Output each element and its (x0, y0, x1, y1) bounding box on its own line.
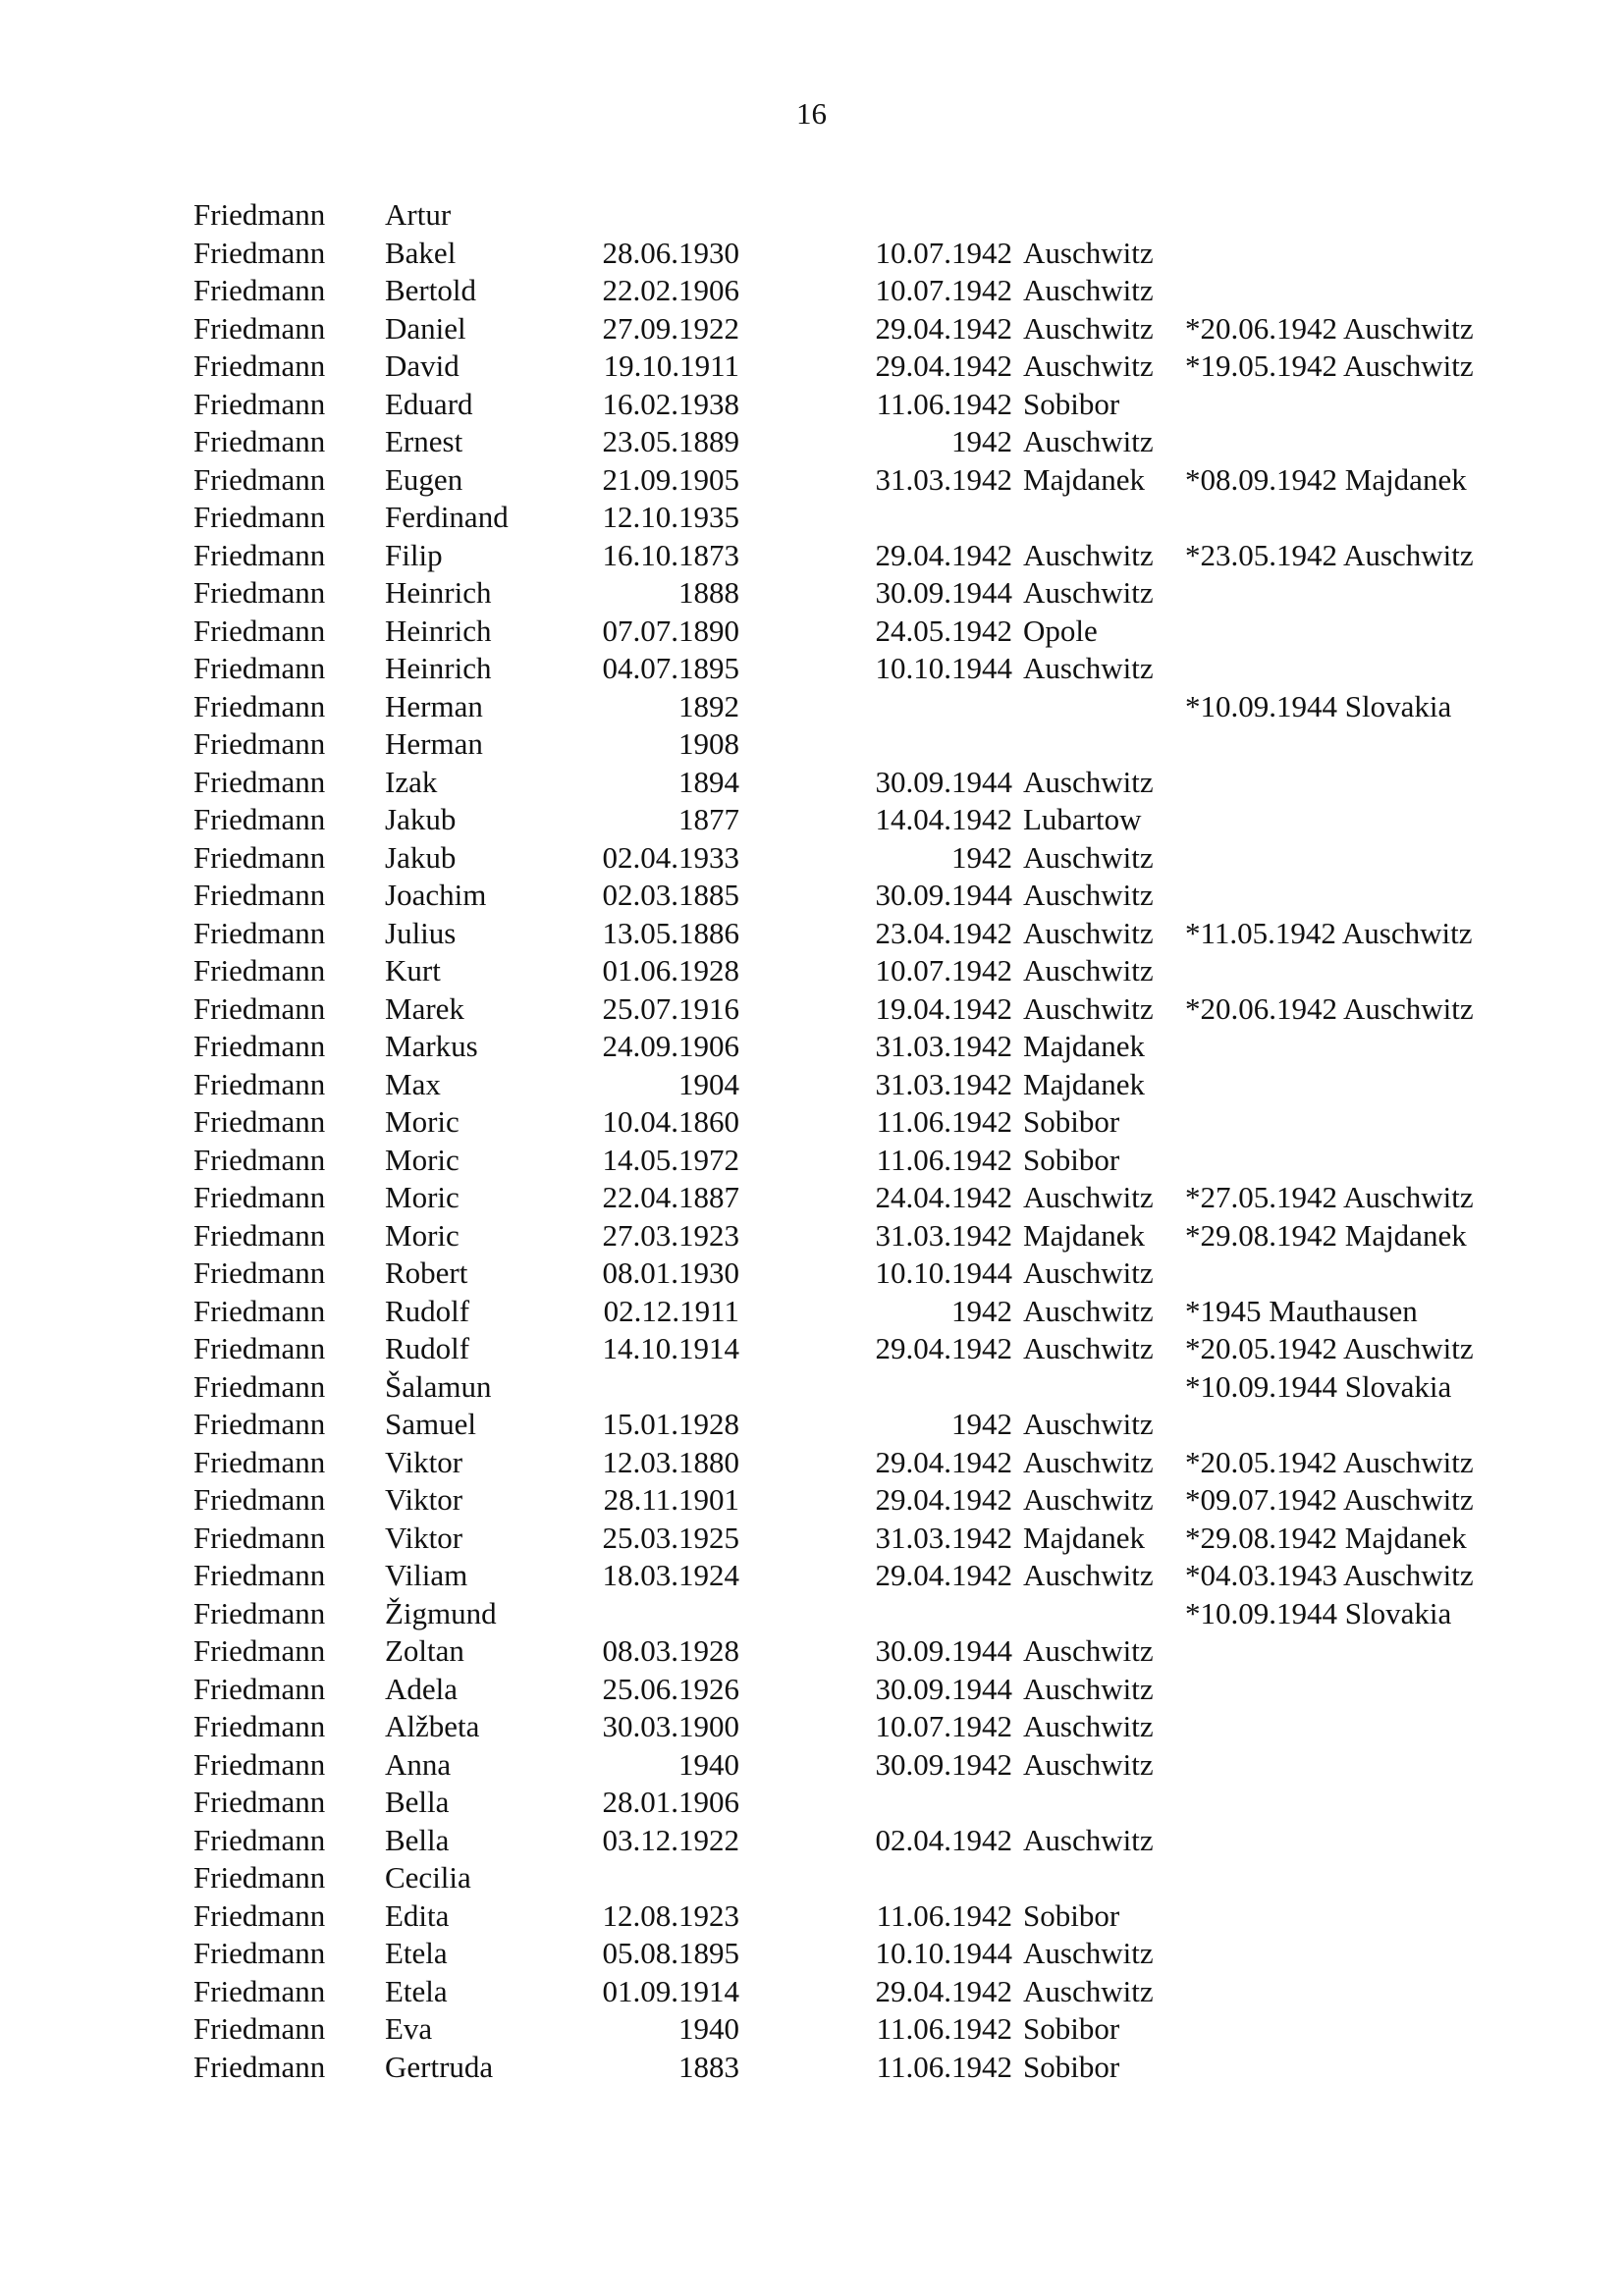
deportation-place: Auschwitz (1023, 878, 1154, 912)
deportation-place: Auschwitz (1023, 1180, 1154, 1214)
surname: Friedmann (193, 688, 326, 723)
record-row (0, 386, 1623, 424)
birth-date: 27.03.1923 (602, 1217, 739, 1253)
surname: Friedmann (193, 1746, 326, 1782)
record-row (0, 1746, 1623, 1785)
birth-date: 28.11.1901 (603, 1482, 739, 1517)
given-name: Max (385, 1066, 441, 1101)
record-row (0, 1255, 1623, 1293)
given-name: Eva (385, 2011, 433, 2046)
given-name: Herman (385, 688, 483, 723)
death-note: *08.09.1942 Majdanek (1185, 461, 1467, 497)
deportation-place: Auschwitz (1023, 310, 1154, 346)
record-row (0, 725, 1623, 764)
deportation-place: Auschwitz (1023, 1444, 1154, 1479)
surname: Friedmann (193, 310, 326, 346)
deportation-date: 11.06.1942 (876, 1142, 1012, 1177)
record-row (0, 235, 1623, 273)
deportation-date: 31.03.1942 (875, 1029, 1012, 1063)
given-name: Eduard (385, 386, 473, 421)
record-row (0, 423, 1623, 461)
given-name: Etela (385, 1936, 448, 1970)
deportation-place: Auschwitz (1023, 1255, 1154, 1290)
surname: Friedmann (193, 1520, 326, 1555)
surname: Friedmann (193, 1407, 326, 1441)
deportation-date: 29.04.1942 (875, 537, 1012, 572)
birth-date: 18.03.1924 (602, 1558, 739, 1592)
deportation-place: Majdanek (1023, 1217, 1145, 1253)
death-note: *20.06.1942 Auschwitz (1185, 310, 1474, 346)
deportation-date: 30.09.1944 (875, 1633, 1012, 1668)
record-row (0, 1935, 1623, 1973)
given-name: Viktor (385, 1444, 463, 1479)
deportation-place: Auschwitz (1023, 839, 1154, 875)
deportation-date: 29.04.1942 (875, 1558, 1012, 1592)
given-name: Julius (385, 915, 457, 950)
deportation-date: 10.10.1944 (875, 1255, 1012, 1290)
given-name: Samuel (385, 1407, 476, 1441)
deportation-date: 29.04.1942 (875, 1444, 1012, 1479)
deportation-place: Auschwitz (1023, 990, 1154, 1026)
deportation-place: Auschwitz (1023, 235, 1154, 270)
record-row (0, 1142, 1623, 1180)
deportation-date: 10.07.1942 (875, 1709, 1012, 1743)
deportation-date: 1942 (951, 1293, 1012, 1328)
deportation-date: 29.04.1942 (875, 1973, 1012, 2008)
record-row (0, 952, 1623, 990)
given-name: Viktor (385, 1520, 463, 1555)
deportation-place: Majdanek (1023, 1066, 1145, 1101)
record-row (0, 1708, 1623, 1746)
given-name: Moric (385, 1142, 460, 1177)
deportation-date: 29.04.1942 (875, 1331, 1012, 1365)
deportation-date: 31.03.1942 (875, 1066, 1012, 1101)
surname: Friedmann (193, 235, 326, 270)
birth-date: 21.09.1905 (602, 461, 739, 497)
birth-date: 01.06.1928 (602, 953, 739, 988)
deportation-date: 30.09.1944 (875, 878, 1012, 912)
surname: Friedmann (193, 651, 326, 685)
given-name: Rudolf (385, 1293, 470, 1328)
death-note: *29.08.1942 Majdanek (1185, 1520, 1467, 1555)
deportation-date: 31.03.1942 (875, 1520, 1012, 1555)
surname: Friedmann (193, 500, 326, 534)
deportation-place: Auschwitz (1023, 1407, 1154, 1441)
given-name: Bakel (385, 235, 457, 270)
deportation-place: Sobibor (1023, 1142, 1120, 1177)
record-row (0, 1973, 1623, 2011)
deportation-date: 11.06.1942 (876, 1897, 1012, 1933)
deportation-date: 10.07.1942 (875, 953, 1012, 988)
deportation-place: Lubartow (1023, 802, 1142, 836)
birth-date: 25.07.1916 (602, 990, 739, 1026)
deportation-place: Majdanek (1023, 1029, 1145, 1063)
record-row (0, 1293, 1623, 1331)
given-name: Bella (385, 1785, 450, 1819)
given-name: Artur (385, 197, 452, 232)
record-row (0, 877, 1623, 915)
records-list (0, 196, 1623, 2086)
surname: Friedmann (193, 839, 326, 875)
record-row (0, 1028, 1623, 1066)
surname: Friedmann (193, 1633, 326, 1668)
birth-date: 12.03.1880 (602, 1444, 739, 1479)
given-name: Heinrich (385, 575, 492, 610)
surname: Friedmann (193, 2011, 326, 2046)
surname: Friedmann (193, 348, 326, 383)
birth-date: 28.01.1906 (602, 1785, 739, 1819)
deportation-date: 11.06.1942 (876, 2011, 1012, 2046)
surname: Friedmann (193, 1897, 326, 1933)
death-note: *1945 Mauthausen (1185, 1293, 1418, 1328)
surname: Friedmann (193, 461, 326, 497)
record-row (0, 1066, 1623, 1104)
given-name: Filip (385, 537, 443, 572)
record-row (0, 990, 1623, 1029)
deportation-place: Auschwitz (1023, 953, 1154, 988)
surname: Friedmann (193, 1822, 326, 1857)
given-name: David (385, 348, 460, 383)
given-name: Marek (385, 990, 464, 1026)
deportation-place: Majdanek (1023, 461, 1145, 497)
deportation-date: 1942 (951, 1407, 1012, 1441)
deportation-place: Auschwitz (1023, 273, 1154, 307)
record-row (0, 1897, 1623, 1936)
deportation-place: Auschwitz (1023, 424, 1154, 458)
death-note: *10.09.1944 Slovakia (1185, 1368, 1452, 1404)
surname: Friedmann (193, 386, 326, 421)
birth-date: 25.06.1926 (602, 1671, 739, 1706)
surname: Friedmann (193, 915, 326, 950)
deportation-date: 24.04.1942 (875, 1180, 1012, 1214)
surname: Friedmann (193, 764, 326, 799)
surname: Friedmann (193, 1558, 326, 1592)
record-row (0, 650, 1623, 688)
given-name: Bertold (385, 273, 476, 307)
deportation-date: 29.04.1942 (875, 310, 1012, 346)
record-row (0, 1179, 1623, 1217)
deportation-date: 10.10.1944 (875, 1936, 1012, 1970)
deportation-place: Sobibor (1023, 1104, 1120, 1139)
record-row (0, 1822, 1623, 1860)
record-row (0, 688, 1623, 726)
given-name: Moric (385, 1104, 460, 1139)
record-row (0, 1595, 1623, 1633)
deportation-date: 1942 (951, 424, 1012, 458)
record-row (0, 310, 1623, 348)
deportation-place: Auschwitz (1023, 348, 1154, 383)
surname: Friedmann (193, 1973, 326, 2008)
birth-date: 1940 (678, 1746, 739, 1782)
given-name: Heinrich (385, 613, 492, 648)
birth-date: 05.08.1895 (602, 1936, 739, 1970)
birth-date: 19.10.1911 (603, 348, 739, 383)
given-name: Šalamun (385, 1368, 492, 1404)
birth-date: 16.10.1873 (602, 537, 739, 572)
deportation-place: Auschwitz (1023, 1746, 1154, 1782)
surname: Friedmann (193, 802, 326, 836)
deportation-place: Auschwitz (1023, 1822, 1154, 1857)
record-row (0, 499, 1623, 537)
given-name: Joachim (385, 878, 487, 912)
given-name: Heinrich (385, 651, 492, 685)
surname: Friedmann (193, 953, 326, 988)
record-row (0, 461, 1623, 500)
surname: Friedmann (193, 197, 326, 232)
given-name: Eugen (385, 461, 463, 497)
surname: Friedmann (193, 1066, 326, 1101)
record-row (0, 2010, 1623, 2049)
record-row (0, 2049, 1623, 2087)
deportation-place: Sobibor (1023, 2011, 1120, 2046)
deportation-date: 24.05.1942 (875, 613, 1012, 648)
death-note: *19.05.1942 Auschwitz (1185, 348, 1474, 383)
surname: Friedmann (193, 1142, 326, 1177)
record-row (0, 1632, 1623, 1671)
page-number: 16 (796, 96, 827, 131)
birth-date: 22.02.1906 (602, 273, 739, 307)
birth-date: 1908 (678, 726, 739, 761)
deportation-place: Majdanek (1023, 1520, 1145, 1555)
record-row (0, 764, 1623, 802)
record-row (0, 1557, 1623, 1595)
given-name: Viliam (385, 1558, 468, 1592)
deportation-place: Opole (1023, 613, 1098, 648)
given-name: Žigmund (385, 1595, 497, 1630)
deportation-place: Auschwitz (1023, 1293, 1154, 1328)
birth-date: 10.04.1860 (602, 1104, 739, 1139)
record-row (0, 272, 1623, 310)
birth-date: 16.02.1938 (602, 386, 739, 421)
death-note: *11.05.1942 Auschwitz (1185, 915, 1473, 950)
deportation-date: 29.04.1942 (875, 348, 1012, 383)
death-note: *27.05.1942 Auschwitz (1185, 1180, 1474, 1214)
death-note: *10.09.1944 Slovakia (1185, 1595, 1452, 1630)
surname: Friedmann (193, 424, 326, 458)
surname: Friedmann (193, 1368, 326, 1404)
surname: Friedmann (193, 1255, 326, 1290)
birth-date: 1892 (678, 688, 739, 723)
deportation-place: Auschwitz (1023, 1671, 1154, 1706)
deportation-place: Auschwitz (1023, 764, 1154, 799)
deportation-date: 11.06.1942 (876, 1104, 1012, 1139)
deportation-date: 10.07.1942 (875, 273, 1012, 307)
deportation-place: Sobibor (1023, 1897, 1120, 1933)
deportation-date: 31.03.1942 (875, 461, 1012, 497)
birth-date: 14.05.1972 (602, 1142, 739, 1177)
surname: Friedmann (193, 1444, 326, 1479)
deportation-date: 02.04.1942 (875, 1822, 1012, 1857)
death-note: *20.05.1942 Auschwitz (1185, 1444, 1474, 1479)
record-row (0, 1671, 1623, 1709)
deportation-date: 30.09.1944 (875, 764, 1012, 799)
record-row (0, 839, 1623, 878)
birth-date: 24.09.1906 (602, 1029, 739, 1063)
given-name: Bella (385, 1822, 450, 1857)
surname: Friedmann (193, 1482, 326, 1517)
birth-date: 02.03.1885 (602, 878, 739, 912)
deportation-place: Auschwitz (1023, 1558, 1154, 1592)
record-row (0, 1368, 1623, 1407)
record-row (0, 1481, 1623, 1520)
given-name: Cecilia (385, 1860, 471, 1895)
given-name: Viktor (385, 1482, 463, 1517)
birth-date: 22.04.1887 (602, 1180, 739, 1214)
deportation-date: 1942 (951, 839, 1012, 875)
deportation-date: 10.07.1942 (875, 235, 1012, 270)
surname: Friedmann (193, 1595, 326, 1630)
given-name: Rudolf (385, 1331, 470, 1365)
death-note: *23.05.1942 Auschwitz (1185, 537, 1474, 572)
deportation-place: Auschwitz (1023, 537, 1154, 572)
given-name: Robert (385, 1255, 468, 1290)
surname: Friedmann (193, 613, 326, 648)
deportation-place: Auschwitz (1023, 651, 1154, 685)
record-row (0, 1444, 1623, 1482)
deportation-place: Sobibor (1023, 386, 1120, 421)
birth-date: 27.09.1922 (602, 310, 739, 346)
birth-date: 02.04.1933 (602, 839, 739, 875)
surname: Friedmann (193, 1860, 326, 1895)
birth-date: 1877 (678, 802, 739, 836)
birth-date: 23.05.1889 (602, 424, 739, 458)
given-name: Edita (385, 1897, 450, 1933)
record-row (0, 1520, 1623, 1558)
given-name: Anna (385, 1746, 452, 1782)
birth-date: 1940 (678, 2011, 739, 2046)
deportation-date: 31.03.1942 (875, 1217, 1012, 1253)
deportation-place: Auschwitz (1023, 1936, 1154, 1970)
surname: Friedmann (193, 2049, 326, 2084)
deportation-place: Auschwitz (1023, 1482, 1154, 1517)
birth-date: 1888 (678, 575, 739, 610)
deportation-date: 11.06.1942 (876, 2049, 1012, 2084)
record-row (0, 915, 1623, 953)
deportation-date: 10.10.1944 (875, 651, 1012, 685)
record-row (0, 196, 1623, 235)
given-name: Markus (385, 1029, 478, 1063)
birth-date: 01.09.1914 (602, 1973, 739, 2008)
surname: Friedmann (193, 990, 326, 1026)
deportation-place: Auschwitz (1023, 575, 1154, 610)
birth-date: 12.10.1935 (602, 500, 739, 534)
given-name: Gertruda (385, 2049, 494, 2084)
deportation-date: 30.09.1944 (875, 1671, 1012, 1706)
surname: Friedmann (193, 878, 326, 912)
given-name: Adela (385, 1671, 459, 1706)
death-note: *20.06.1942 Auschwitz (1185, 990, 1474, 1026)
death-note: *20.05.1942 Auschwitz (1185, 1331, 1474, 1365)
record-row (0, 1217, 1623, 1255)
birth-date: 08.03.1928 (602, 1633, 739, 1668)
birth-date: 07.07.1890 (602, 613, 739, 648)
surname: Friedmann (193, 1936, 326, 1970)
given-name: Etela (385, 1973, 448, 2008)
birth-date: 04.07.1895 (602, 651, 739, 685)
death-note: *09.07.1942 Auschwitz (1185, 1482, 1474, 1517)
record-row (0, 537, 1623, 575)
deportation-date: 14.04.1942 (875, 802, 1012, 836)
surname: Friedmann (193, 1785, 326, 1819)
deportation-place: Auschwitz (1023, 1973, 1154, 2008)
record-row (0, 1330, 1623, 1368)
record-row (0, 613, 1623, 651)
death-note: *10.09.1944 Slovakia (1185, 688, 1452, 723)
record-row (0, 574, 1623, 613)
record-row (0, 347, 1623, 386)
surname: Friedmann (193, 273, 326, 307)
deportation-place: Auschwitz (1023, 1709, 1154, 1743)
given-name: Herman (385, 726, 483, 761)
death-note: *04.03.1943 Auschwitz (1185, 1558, 1474, 1592)
given-name: Daniel (385, 310, 466, 346)
given-name: Zoltan (385, 1633, 464, 1668)
birth-date: 12.08.1923 (602, 1897, 739, 1933)
given-name: Jakub (385, 802, 457, 836)
given-name: Alžbeta (385, 1709, 480, 1743)
surname: Friedmann (193, 1331, 326, 1365)
given-name: Ferdinand (385, 500, 509, 534)
birth-date: 25.03.1925 (602, 1520, 739, 1555)
deportation-date: 11.06.1942 (876, 386, 1012, 421)
record-row (0, 801, 1623, 839)
record-row (0, 1784, 1623, 1822)
deportation-place: Auschwitz (1023, 1633, 1154, 1668)
deportation-date: 30.09.1944 (875, 575, 1012, 610)
deportation-date: 30.09.1942 (875, 1746, 1012, 1782)
surname: Friedmann (193, 1029, 326, 1063)
surname: Friedmann (193, 575, 326, 610)
birth-date: 14.10.1914 (602, 1331, 739, 1365)
given-name: Kurt (385, 953, 441, 988)
record-row (0, 1406, 1623, 1444)
surname: Friedmann (193, 537, 326, 572)
record-row (0, 1103, 1623, 1142)
deportation-place: Sobibor (1023, 2049, 1120, 2084)
surname: Friedmann (193, 1293, 326, 1328)
record-row (0, 1859, 1623, 1897)
given-name: Jakub (385, 839, 457, 875)
given-name: Moric (385, 1217, 460, 1253)
surname: Friedmann (193, 1217, 326, 1253)
surname: Friedmann (193, 1709, 326, 1743)
birth-date: 15.01.1928 (602, 1407, 739, 1441)
given-name: Izak (385, 764, 438, 799)
birth-date: 1894 (678, 764, 739, 799)
surname: Friedmann (193, 726, 326, 761)
deportation-place: Auschwitz (1023, 1331, 1154, 1365)
death-note: *29.08.1942 Majdanek (1185, 1217, 1467, 1253)
surname: Friedmann (193, 1180, 326, 1214)
birth-date: 02.12.1911 (603, 1293, 739, 1328)
deportation-date: 19.04.1942 (875, 990, 1012, 1026)
deportation-date: 29.04.1942 (875, 1482, 1012, 1517)
surname: Friedmann (193, 1104, 326, 1139)
birth-date: 28.06.1930 (602, 235, 739, 270)
birth-date: 1904 (678, 1066, 739, 1101)
deportation-place: Auschwitz (1023, 915, 1154, 950)
birth-date: 03.12.1922 (602, 1822, 739, 1857)
birth-date: 08.01.1930 (602, 1255, 739, 1290)
birth-date: 1883 (678, 2049, 739, 2084)
given-name: Moric (385, 1180, 460, 1214)
birth-date: 30.03.1900 (602, 1709, 739, 1743)
birth-date: 13.05.1886 (602, 915, 739, 950)
deportation-date: 23.04.1942 (875, 915, 1012, 950)
given-name: Ernest (385, 424, 463, 458)
surname: Friedmann (193, 1671, 326, 1706)
